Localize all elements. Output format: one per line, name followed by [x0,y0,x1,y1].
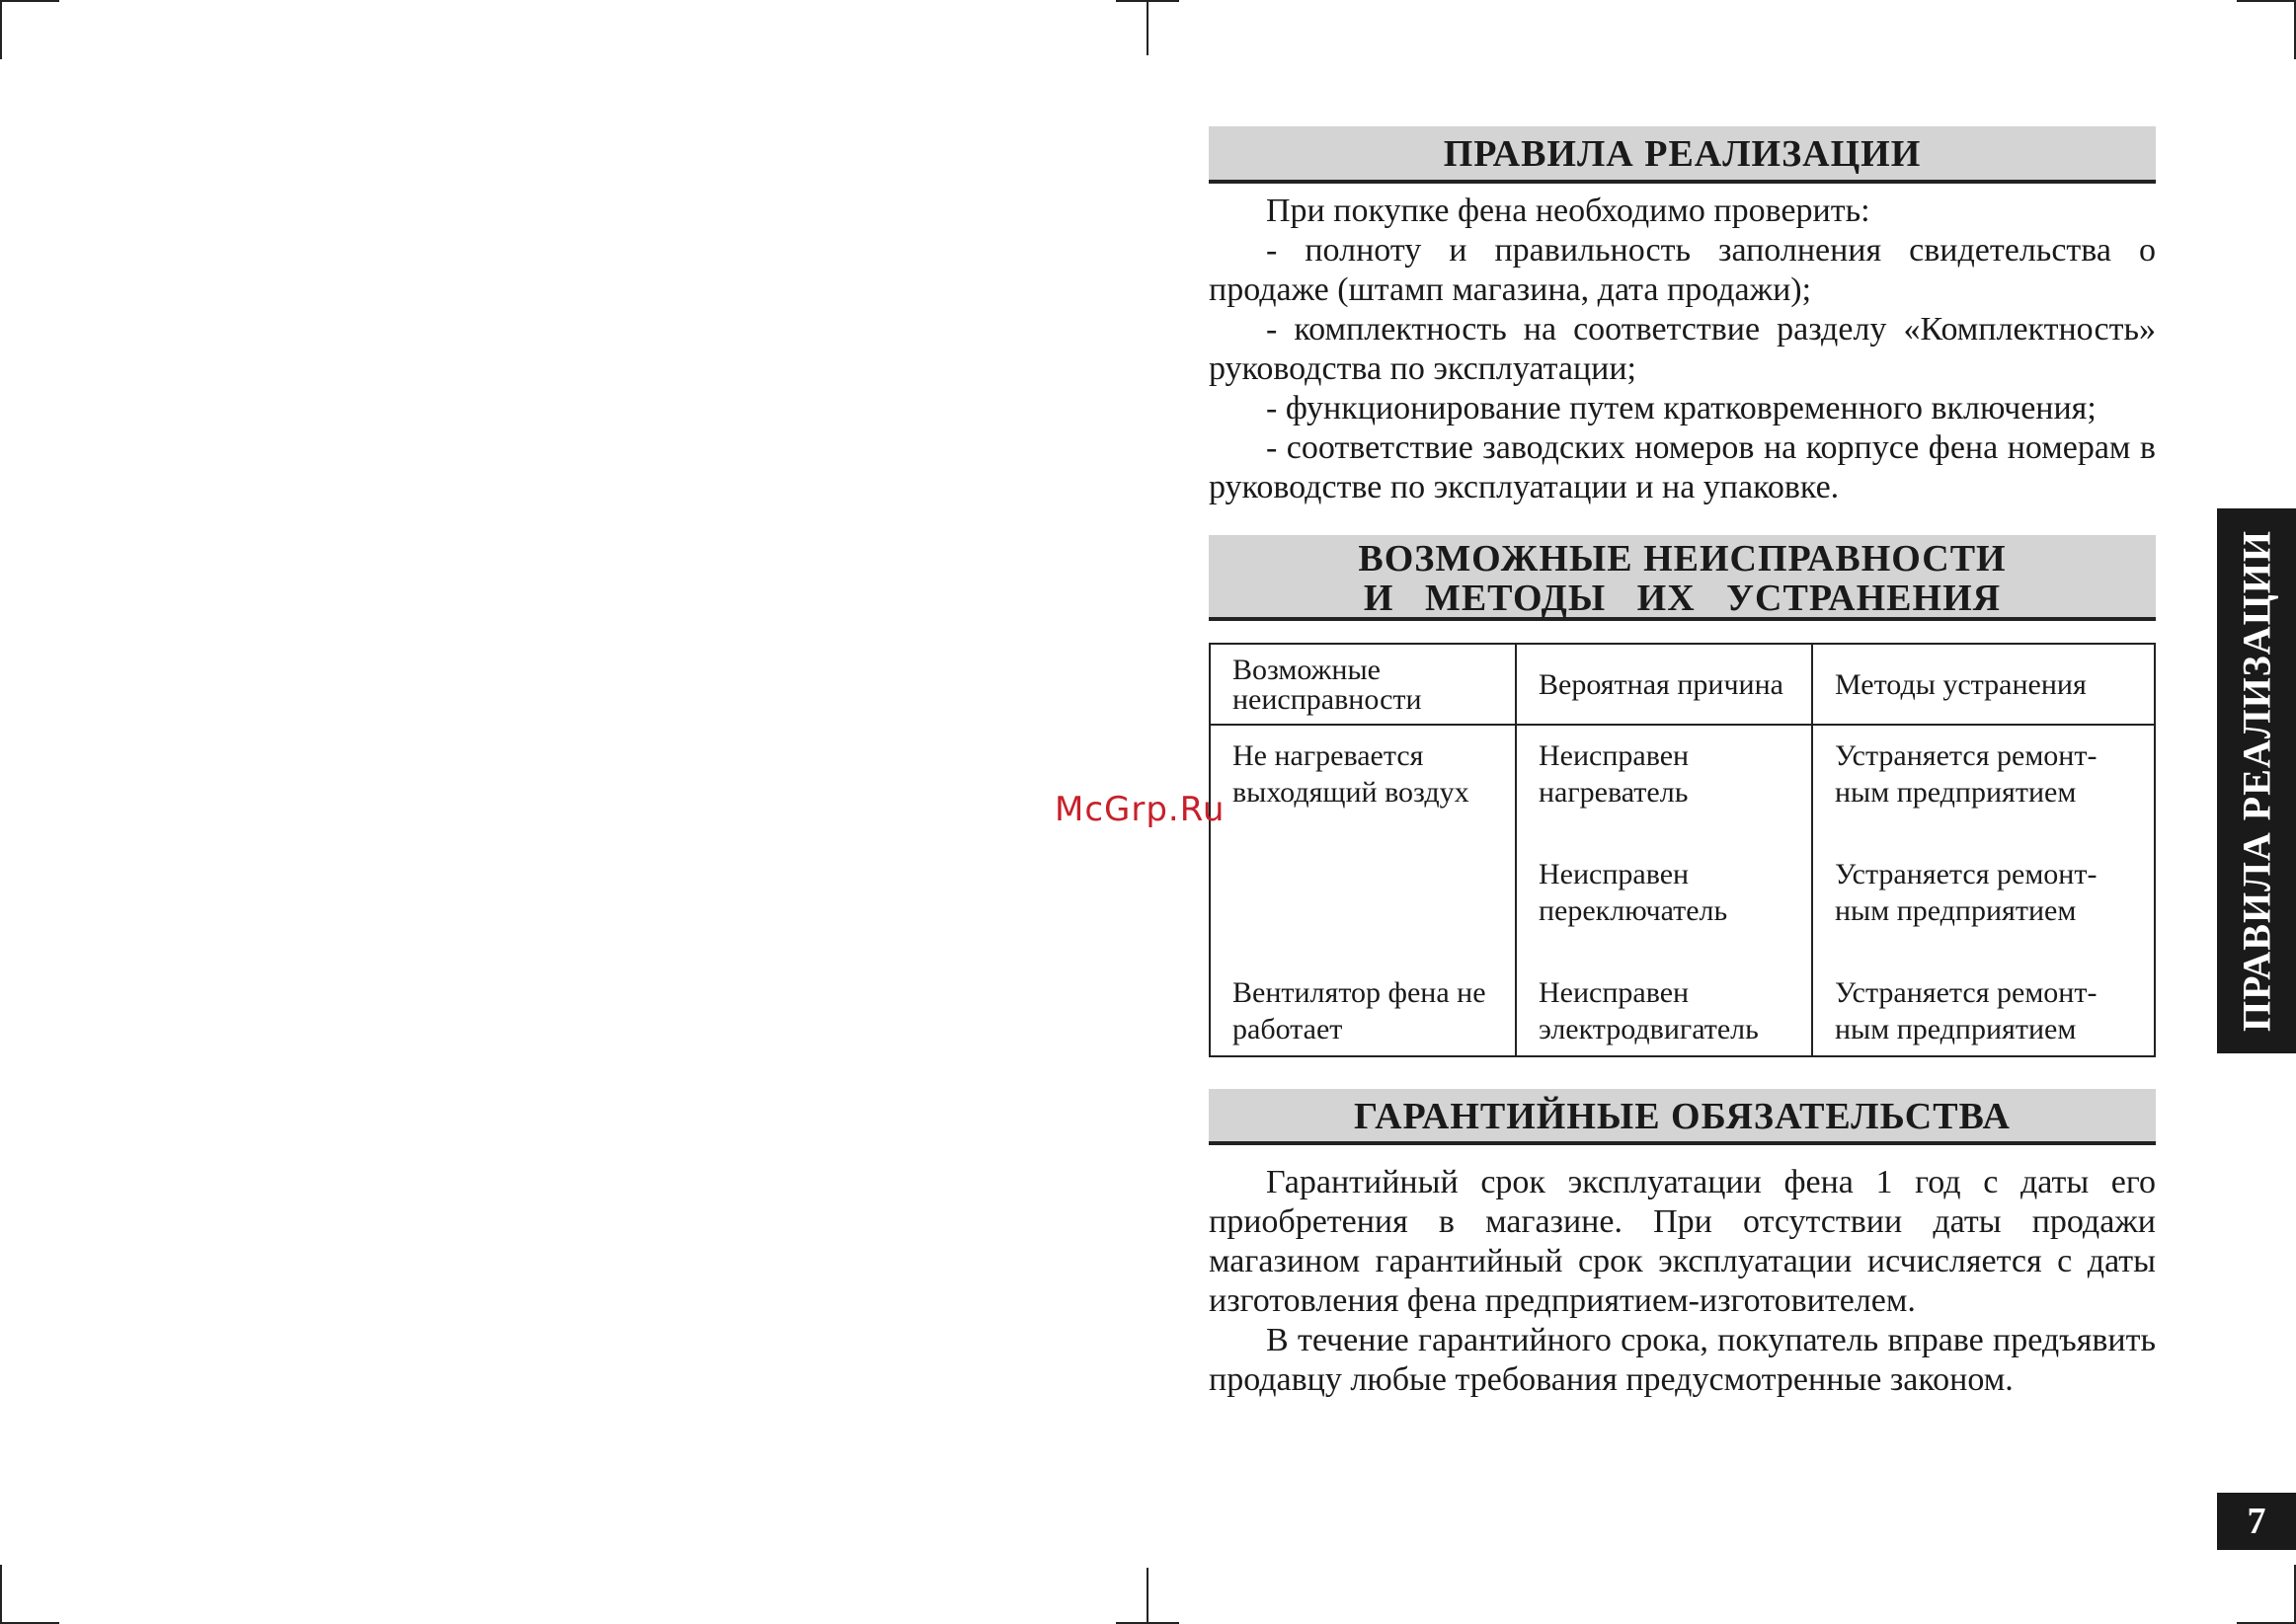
crop-mark [0,0,2,59]
table-header-row [1210,644,2155,725]
heading-line: ВОЗМОЖНЫЕ НЕИСПРАВНОСТИ [1358,538,2007,580]
side-tab-label: ПРАВИЛА РЕАЛИЗАЦИИ [2234,529,2279,1033]
table-row [1210,725,2155,844]
table-cell: Вентилятор фена не работает [1210,963,1516,1056]
heading-line: И МЕТОДЫ ИХ УСТРАНЕНИЯ [1363,578,2002,619]
crop-mark [0,0,59,2]
page-number: 7 [2217,1493,2296,1550]
page-content [1209,126,2156,1400]
column-header: Методы устранения [1812,644,2155,725]
crop-mark [1147,0,1148,55]
table-cell: Устраняется ремонт-ным предприятием [1812,963,2155,1056]
sales-rules-text [1209,184,2156,507]
crop-mark [1147,1568,1148,1624]
table-cell [1210,844,1516,963]
paragraph: - комплектность на соответствие разделу «Комплектность» руководства по эксплуатации; [1209,311,2156,387]
table-cell: Устраняется ремонт-ным предприятием [1812,725,2155,844]
table-cell: Неисправен переключатель [1516,844,1812,963]
crop-mark [0,1565,2,1624]
crop-mark [1116,0,1179,2]
troubleshooting-table [1209,643,2156,1057]
paragraph: - соответствие заводских номеров на корпусе фена номерам в руководстве по эксплуатации и на упаковке. [1209,429,2156,505]
table-row [1210,963,2155,1056]
warranty-text [1209,1145,2156,1400]
section-heading-troubleshooting [1209,535,2156,621]
section-heading-sales-rules: ПРАВИЛА РЕАЛИЗАЦИИ [1209,126,2156,184]
paragraph: - функционирование путем кратковременного включения; [1266,390,2097,426]
crop-mark [2237,0,2296,2]
side-section-tab [2217,508,2296,1053]
table-row [1210,844,2155,963]
table-cell: Неисправен нагреватель [1516,725,1812,844]
paragraph: В течение гарантийного срока, покупатель вправе предъявить продавцу любые требования предусмотренные законом. [1209,1322,2156,1398]
watermark-text: McGrp.Ru [1055,790,1226,829]
paragraph: Гарантийный срок эксплуатации фена 1 год с даты его приобретения в магазине. При отсутствии даты продажи магазином гарантийный срок эксплуатации исчисляется с даты изготовления фена предприятием-изготовителем. [1209,1164,2156,1319]
table-cell: Неисправен электродвигатель [1516,963,1812,1056]
paragraph: При покупке фена необходимо проверить: [1266,193,1870,229]
column-header: Возможные неисправности [1210,644,1516,725]
table-cell: Не нагревается выходящий воздух [1210,725,1516,844]
section-heading-warranty: ГАРАНТИЙНЫЕ ОБЯЗАТЕЛЬСТВА [1209,1089,2156,1145]
paragraph: - полноту и правильность заполнения свидетельства о продаже (штамп магазина, дата продажи); [1209,232,2156,308]
column-header: Вероятная причина [1516,644,1812,725]
table-cell: Устраняется ремонт-ным предприятием [1812,844,2155,963]
